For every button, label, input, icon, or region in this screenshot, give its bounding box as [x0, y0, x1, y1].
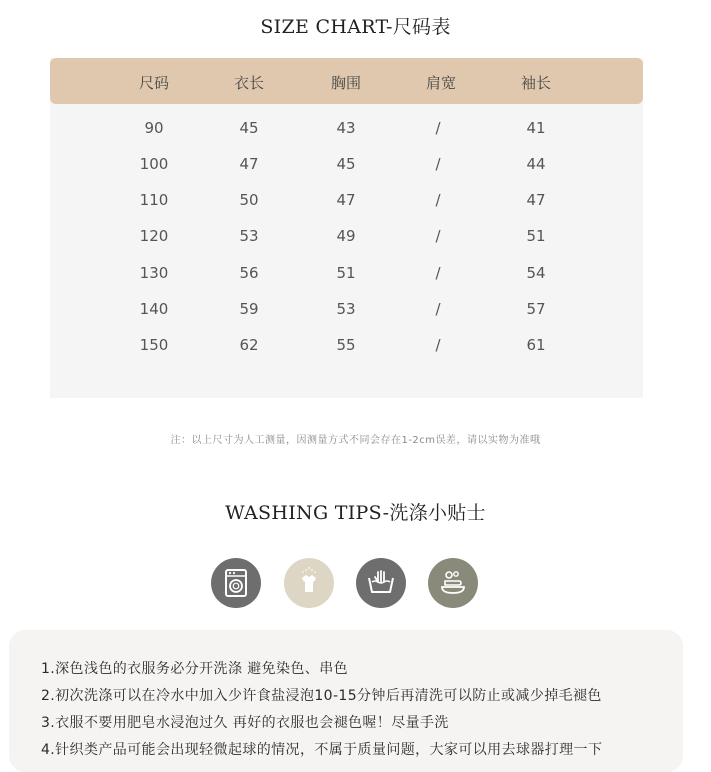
size-chart-table	[50, 58, 643, 398]
cell-shoulder: /	[435, 264, 441, 282]
cell-chest: 53	[336, 300, 356, 318]
cell-sleeve: 44	[526, 155, 546, 173]
cell-shoulder: /	[435, 300, 441, 318]
size-chart-title: SIZE CHART-尺码表	[260, 16, 451, 38]
cell-length: 53	[239, 227, 259, 245]
cell-length: 62	[239, 336, 259, 354]
size-chart-header	[50, 58, 643, 104]
cell-chest: 51	[336, 264, 356, 282]
cell-length: 56	[239, 264, 259, 282]
hand-wash-icon	[356, 558, 406, 608]
cell-size: 110	[139, 191, 169, 209]
washing-tip: 4.针织类产品可能会出现轻微起球的情况，不属于质量问题，大家可以用去球器打理一下	[41, 742, 603, 758]
hand-wash-basin-icon	[428, 558, 478, 608]
cell-shoulder: /	[435, 191, 441, 209]
cell-shoulder: /	[435, 227, 441, 245]
cell-sleeve: 54	[526, 264, 546, 282]
header-size: 尺码	[138, 74, 169, 92]
cell-chest: 47	[336, 191, 356, 209]
cell-length: 59	[239, 300, 259, 318]
cell-size: 130	[139, 264, 169, 282]
cell-sleeve: 51	[526, 227, 546, 245]
cell-sleeve: 47	[526, 191, 546, 209]
cell-chest: 45	[336, 155, 356, 173]
cell-size: 120	[139, 227, 169, 245]
washing-tips-title: WASHING TIPS-洗涤小贴士	[225, 502, 486, 524]
cell-length: 50	[239, 191, 259, 209]
washing-machine-icon	[211, 558, 261, 608]
cell-chest: 49	[336, 227, 356, 245]
cell-size: 90	[144, 119, 164, 137]
cell-length: 47	[239, 155, 259, 173]
cell-sleeve: 57	[526, 300, 546, 318]
washing-tips-panel	[9, 630, 683, 772]
washing-tip: 2.初次洗涤可以在冷水中加入少许食盐浸泡10-15分钟后再清洗可以防止或减少掉毛褪色	[41, 688, 602, 704]
cell-size: 140	[139, 300, 169, 318]
cell-size: 100	[139, 155, 169, 173]
header-sleeve: 袖长	[520, 74, 551, 92]
header-chest: 胸围	[330, 74, 361, 92]
cell-chest: 43	[336, 119, 356, 137]
cell-length: 45	[239, 119, 259, 137]
washing-tip: 1.深色浅色的衣服务必分开洗涤 避免染色、串色	[41, 661, 349, 677]
header-shoulder: 肩宽	[425, 74, 456, 92]
measurement-note: 注：以上尺寸为人工测量，因测量方式不同会存在1-2cm误差，请以实物为准哦	[170, 435, 541, 446]
header-length: 衣长	[233, 74, 264, 92]
cell-size: 150	[139, 336, 169, 354]
cell-chest: 55	[336, 336, 356, 354]
cell-sleeve: 61	[526, 336, 546, 354]
cell-sleeve: 41	[526, 119, 546, 137]
washing-tip: 3.衣服不要用肥皂水浸泡过久 再好的衣服也会褪色喔！尽量手洗	[41, 715, 449, 731]
cell-shoulder: /	[435, 155, 441, 173]
tshirt-icon	[284, 558, 334, 608]
cell-shoulder: /	[435, 119, 441, 137]
cell-shoulder: /	[435, 336, 441, 354]
